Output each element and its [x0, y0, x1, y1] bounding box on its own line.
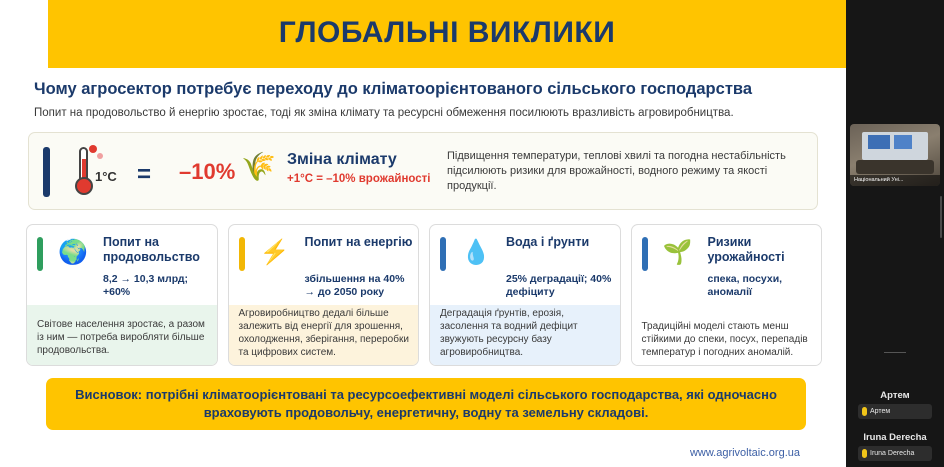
participant-name-1: Артем	[880, 390, 910, 401]
website-url[interactable]: www.agrivoltaic.org.ua	[689, 447, 800, 459]
panel-scrollbar[interactable]	[940, 196, 942, 238]
microphone-icon	[862, 449, 867, 458]
wheat-sheaf-icon: 🌾	[241, 151, 276, 182]
panel-divider	[884, 352, 906, 353]
participant-chip-label-2: Iruna Derecha	[870, 450, 915, 457]
participant-chip-label-1: Артем	[870, 408, 891, 415]
water-soil-icon: 💧	[461, 239, 491, 266]
video-projection-right	[894, 135, 912, 149]
card-title: Вода і ґрунти	[506, 235, 590, 249]
participant-video-tile[interactable]	[850, 124, 940, 186]
card-food-demand	[26, 224, 218, 366]
participants-panel	[846, 0, 944, 467]
degree-label: 1°C	[95, 169, 117, 184]
yield-loss-value: –10%	[179, 159, 236, 184]
crop-risk-icon: 🌱	[662, 239, 693, 266]
accent-bar	[43, 147, 50, 197]
card-body: Традиційні моделі стають менш стійкими до спеки, посух, перепадів температур і погодних аномалій.	[641, 321, 808, 358]
video-tile-name: Національний Уні...	[850, 175, 940, 186]
energy-bolt-icon: ⚡	[259, 239, 290, 266]
card-title: Попит на енергію	[304, 235, 413, 249]
card-stat: збільшення на 40% → до 2050 року	[304, 273, 405, 299]
equals-icon: =	[137, 161, 151, 188]
slide-title-band	[48, 0, 846, 68]
card-body: Світове населення зростає, а разом із ним — потреба виробляти більше продовольства.	[37, 319, 205, 356]
participant-chip-2[interactable]	[858, 446, 932, 461]
thermometer-icon	[63, 145, 121, 199]
participant-name-2: Iruna Derecha	[863, 432, 927, 443]
card-water-soil	[429, 224, 621, 366]
slide-lede-text: Попит на продовольство й енергію зростає, тоді як зміна клімату та ресурсні обмеження посилюють вразливість агровиробництва.	[34, 107, 734, 119]
challenge-cards	[26, 224, 822, 366]
page-title: ГЛОБАЛЬНІ ВИКЛИКИ	[278, 16, 616, 49]
conclusion-text: Висновок: потрібні кліматоорієнтовані та ресурсоефективні моделі сільського господарства, які одночасно враховують продовольчу, енергетичну, водну та земельну складові.	[75, 387, 777, 420]
card-stat: спека, посухи, аномалії	[707, 273, 783, 299]
card-title: Попит на продовольство	[103, 235, 200, 264]
video-audience	[856, 160, 934, 174]
card-title: Ризики урожайності	[707, 235, 785, 264]
participant-chip-1[interactable]	[858, 404, 932, 419]
slide-subtitle: Чому агросектор потребує переходу до кліматоорієнтованого сільського господарства	[34, 80, 752, 98]
climate-banner-title: Зміна клімату	[287, 151, 397, 168]
card-body: Деградація ґрунтів, ерозія, засолення та водний дефіцит звужують ресурсну базу агровиробництва.	[440, 308, 578, 358]
card-stat: 8,2 → 10,3 млрд; +60%	[103, 273, 189, 299]
microphone-icon	[862, 407, 867, 416]
world-food-icon: 🌍	[58, 239, 88, 266]
card-stat: 25% деградації; 40% дефіциту	[506, 273, 612, 299]
card-accent-bar	[37, 237, 43, 271]
conclusion-banner	[46, 378, 806, 430]
video-projection-left	[868, 135, 890, 149]
card-accent-bar	[642, 237, 648, 271]
card-body: Агровиробництво дедалі більше залежить від енергії для зрошення, охолодження, зберігання, переробки та цифрових систем.	[238, 308, 409, 358]
card-accent-bar	[440, 237, 446, 271]
card-energy-demand	[228, 224, 420, 366]
climate-banner-text: Підвищення температури, теплові хвилі та погодна нестабільність підсилюють ризики для врожайності, водного режиму та якості продукції.	[447, 150, 786, 193]
card-yield-risks	[631, 224, 823, 366]
climate-banner-formula: +1°C = –10% врожайності	[287, 173, 431, 185]
climate-change-banner	[28, 132, 818, 210]
card-accent-bar	[239, 237, 245, 271]
